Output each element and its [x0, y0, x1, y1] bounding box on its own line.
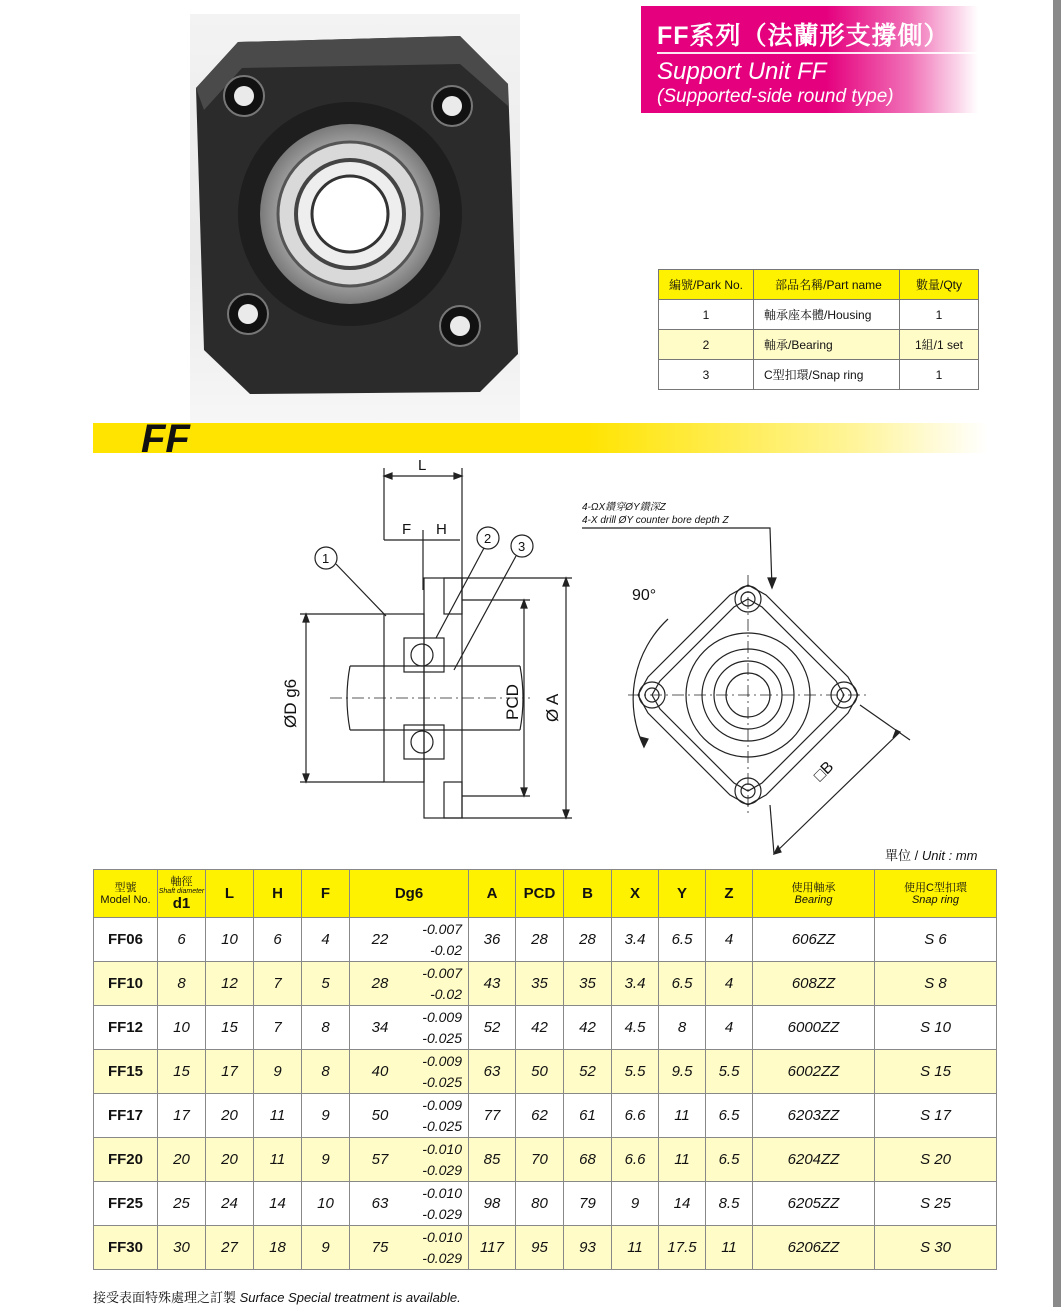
dg6-nominal: 28: [371, 975, 389, 992]
dim-F: F: [402, 521, 412, 538]
cell-y: 6.5: [659, 918, 706, 962]
cell-z: 11: [706, 1226, 753, 1270]
spec-header-row: [94, 870, 997, 918]
dg6-tol-lower: -0.029: [422, 1205, 462, 1222]
cell-b: 52: [564, 1050, 612, 1094]
spec-table: [93, 869, 997, 1270]
cell-d1: 10: [158, 1006, 206, 1050]
parts-header-no: 編號/Park No.: [659, 270, 754, 300]
dg6-tol-upper: -0.009: [422, 1096, 462, 1113]
cell-model: FF20: [94, 1138, 158, 1182]
header-A: A: [469, 870, 516, 918]
cell-pcd: 35: [516, 962, 564, 1006]
cell-l: 10: [206, 918, 254, 962]
spec-row: [94, 1006, 997, 1050]
cell-bearing: 608ZZ: [753, 962, 875, 1006]
cell-b: 79: [564, 1182, 612, 1226]
cell-d1: 30: [158, 1226, 206, 1270]
dim-PCD: PCD: [503, 684, 522, 720]
cell-bearing: 6203ZZ: [753, 1094, 875, 1138]
dg6-tol-upper: -0.009: [422, 1008, 462, 1025]
dg6-nominal: 63: [371, 1195, 389, 1212]
callout-2: 2: [484, 531, 492, 546]
part-no: 2: [659, 330, 754, 360]
dg6-tol-lower: -0.025: [422, 1117, 462, 1134]
dg6-nominal: 40: [371, 1063, 389, 1080]
spec-row: [94, 1226, 997, 1270]
header-bearing-zh: 使用軸承: [791, 881, 836, 894]
cell-z: 8.5: [706, 1182, 753, 1226]
cell-b: 42: [564, 1006, 612, 1050]
cell-snap: S 30: [875, 1226, 997, 1270]
dg6-tol-lower: -0.02: [430, 941, 462, 958]
spec-row: [94, 1094, 997, 1138]
cell-model: FF25: [94, 1182, 158, 1226]
cell-h: 9: [254, 1050, 302, 1094]
dg6-tol-lower: -0.02: [430, 985, 462, 1002]
cell-y: 14: [659, 1182, 706, 1226]
cell-x: 9: [612, 1182, 659, 1226]
parts-row: [659, 300, 979, 330]
banner-rule: [657, 52, 978, 54]
cell-h: 14: [254, 1182, 302, 1226]
cell-a: 36: [469, 918, 516, 962]
cell-f: 4: [302, 918, 350, 962]
cell-b: 35: [564, 962, 612, 1006]
cell-pcd: 62: [516, 1094, 564, 1138]
cell-f: 8: [302, 1050, 350, 1094]
header-shaft-zh: 軸徑: [170, 875, 193, 888]
cell-d1: 20: [158, 1138, 206, 1182]
spec-row: [94, 962, 997, 1006]
cell-model: FF15: [94, 1050, 158, 1094]
spec-row: [94, 918, 997, 962]
cell-b: 61: [564, 1094, 612, 1138]
cell-b: 68: [564, 1138, 612, 1182]
header-snap-en: Snap ring: [911, 893, 960, 906]
cell-h: 7: [254, 962, 302, 1006]
cell-model: FF10: [94, 962, 158, 1006]
cell-a: 77: [469, 1094, 516, 1138]
footnote-zh: 接受表面特殊處理之訂製: [93, 1290, 237, 1305]
header-Z: Z: [706, 870, 753, 918]
cell-h: 6: [254, 918, 302, 962]
dim-B: □B: [810, 758, 838, 785]
part-name: 軸承/Bearing: [754, 330, 900, 360]
cell-bearing: 6002ZZ: [753, 1050, 875, 1094]
header-B: B: [564, 870, 612, 918]
dg6-tol-lower: -0.029: [422, 1161, 462, 1178]
header-bearing: [753, 870, 875, 918]
cell-a: 52: [469, 1006, 516, 1050]
cell-model: FF06: [94, 918, 158, 962]
cell-bearing: 6206ZZ: [753, 1226, 875, 1270]
cell-model: FF30: [94, 1226, 158, 1270]
parts-row: [659, 360, 979, 390]
cell-x: 3.4: [612, 962, 659, 1006]
section-bar: [93, 417, 988, 461]
cell-model: FF17: [94, 1094, 158, 1138]
dg6-tol-lower: -0.025: [422, 1029, 462, 1046]
cell-h: 11: [254, 1138, 302, 1182]
cell-z: 5.5: [706, 1050, 753, 1094]
header-shaft: [158, 870, 206, 918]
header-shaft-en: Shaft diameter: [158, 887, 205, 895]
part-no: 3: [659, 360, 754, 390]
cell-f: 9: [302, 1226, 350, 1270]
cell-dg6: [350, 1094, 469, 1138]
title-banner: [641, 6, 978, 113]
header-model-zh: 型號: [114, 881, 137, 894]
cell-z: 6.5: [706, 1138, 753, 1182]
cell-a: 98: [469, 1182, 516, 1226]
cell-x: 5.5: [612, 1050, 659, 1094]
header-snap: [875, 870, 997, 918]
cell-y: 11: [659, 1094, 706, 1138]
cell-bearing: 606ZZ: [753, 918, 875, 962]
angle-label: 90°: [632, 587, 657, 604]
dg6-tol-upper: -0.009: [422, 1052, 462, 1069]
cell-pcd: 42: [516, 1006, 564, 1050]
dim-H: H: [436, 521, 447, 538]
spec-row: [94, 1138, 997, 1182]
dg6-tol-upper: -0.007: [422, 964, 462, 981]
cell-dg6: [350, 918, 469, 962]
subtitle-en: (Supported-side round type): [657, 86, 894, 107]
cell-y: 9.5: [659, 1050, 706, 1094]
dim-A: Ø A: [543, 693, 562, 722]
callout-3: 3: [518, 539, 526, 554]
cell-snap: S 20: [875, 1138, 997, 1182]
drill-note-en: 4-X drill ØY counter bore depth Z: [582, 515, 729, 526]
dg6-tol-lower: -0.025: [422, 1073, 462, 1090]
part-qty: 1組/1 set: [900, 330, 979, 360]
cell-l: 20: [206, 1138, 254, 1182]
cell-l: 20: [206, 1094, 254, 1138]
cell-d1: 8: [158, 962, 206, 1006]
part-qty: 1: [900, 360, 979, 390]
cell-l: 17: [206, 1050, 254, 1094]
cell-a: 63: [469, 1050, 516, 1094]
parts-header-row: [659, 270, 979, 300]
dg6-nominal: 50: [371, 1107, 389, 1124]
title-en: Support Unit FF: [657, 58, 827, 85]
cell-z: 4: [706, 962, 753, 1006]
cell-x: 6.6: [612, 1094, 659, 1138]
cell-l: 24: [206, 1182, 254, 1226]
cell-dg6: [350, 962, 469, 1006]
part-name: 軸承座本體/Housing: [754, 300, 900, 330]
cell-pcd: 80: [516, 1182, 564, 1226]
cell-b: 28: [564, 918, 612, 962]
cell-snap: S 8: [875, 962, 997, 1006]
cell-d1: 15: [158, 1050, 206, 1094]
footnote-en: Surface Special treatment is available.: [239, 1290, 461, 1305]
cell-dg6: [350, 1138, 469, 1182]
cell-y: 17.5: [659, 1226, 706, 1270]
dg6-nominal: 22: [371, 931, 389, 948]
cell-x: 4.5: [612, 1006, 659, 1050]
cell-x: 6.6: [612, 1138, 659, 1182]
header-shaft-sym: d1: [172, 894, 191, 912]
spec-row: [94, 1182, 997, 1226]
technical-drawing: [260, 450, 920, 865]
header-model: [94, 870, 158, 918]
cell-snap: S 25: [875, 1182, 997, 1226]
cell-z: 4: [706, 1006, 753, 1050]
cell-f: 5: [302, 962, 350, 1006]
drill-note-zh: 4-ΩX鑽穿ØY鑽深Z: [582, 502, 666, 513]
header-snap-zh: 使用C型扣環: [904, 881, 967, 894]
dg6-tol-lower: -0.029: [422, 1249, 462, 1266]
cell-bearing: 6204ZZ: [753, 1138, 875, 1182]
dg6-tol-upper: -0.007: [422, 920, 462, 937]
section-title: FF: [141, 417, 190, 461]
cell-pcd: 28: [516, 918, 564, 962]
page-edge: [1053, 0, 1061, 1307]
cell-snap: S 10: [875, 1006, 997, 1050]
cell-dg6: [350, 1226, 469, 1270]
cell-pcd: 95: [516, 1226, 564, 1270]
cell-b: 93: [564, 1226, 612, 1270]
cell-a: 43: [469, 962, 516, 1006]
dg6-tol-upper: -0.010: [422, 1228, 462, 1245]
dg6-tol-upper: -0.010: [422, 1184, 462, 1201]
cell-snap: S 6: [875, 918, 997, 962]
cell-l: 15: [206, 1006, 254, 1050]
header-bearing-en: Bearing: [794, 893, 833, 906]
cell-h: 11: [254, 1094, 302, 1138]
cell-f: 9: [302, 1138, 350, 1182]
cell-l: 27: [206, 1226, 254, 1270]
header-L: L: [206, 870, 254, 918]
cell-h: 7: [254, 1006, 302, 1050]
cell-f: 10: [302, 1182, 350, 1226]
parts-row: [659, 330, 979, 360]
dim-L: L: [418, 457, 427, 474]
dg6-nominal: 75: [371, 1239, 389, 1256]
cell-l: 12: [206, 962, 254, 1006]
cell-dg6: [350, 1006, 469, 1050]
dg6-nominal: 57: [371, 1151, 389, 1168]
cell-bearing: 6000ZZ: [753, 1006, 875, 1050]
part-name: C型扣環/Snap ring: [754, 360, 900, 390]
header-Y: Y: [659, 870, 706, 918]
part-no: 1: [659, 300, 754, 330]
parts-header-name: 部品名稱/Part name: [754, 270, 900, 300]
unit-label: [885, 845, 977, 864]
cell-y: 11: [659, 1138, 706, 1182]
header-model-en: Model No.: [100, 893, 151, 906]
unit-en: Unit : mm: [921, 848, 978, 863]
parts-header-qty: 數量/Qty: [900, 270, 979, 300]
callout-1: 1: [322, 551, 330, 566]
header-H: H: [254, 870, 302, 918]
cell-snap: S 17: [875, 1094, 997, 1138]
spec-row: [94, 1050, 997, 1094]
cell-y: 6.5: [659, 962, 706, 1006]
header-F: F: [302, 870, 350, 918]
cell-dg6: [350, 1182, 469, 1226]
header-X: X: [612, 870, 659, 918]
header-Dg6: Dg6: [350, 870, 469, 918]
dim-D-g6: ØD g6: [281, 678, 300, 728]
cell-a: 117: [469, 1226, 516, 1270]
cell-snap: S 15: [875, 1050, 997, 1094]
header-PCD: PCD: [516, 870, 564, 918]
cell-bearing: 6205ZZ: [753, 1182, 875, 1226]
cell-x: 3.4: [612, 918, 659, 962]
unit-zh: 單位 /: [885, 848, 919, 863]
cell-d1: 25: [158, 1182, 206, 1226]
dg6-nominal: 34: [371, 1019, 389, 1036]
cell-f: 9: [302, 1094, 350, 1138]
cell-y: 8: [659, 1006, 706, 1050]
part-qty: 1: [900, 300, 979, 330]
cell-z: 4: [706, 918, 753, 962]
cell-h: 18: [254, 1226, 302, 1270]
cell-pcd: 50: [516, 1050, 564, 1094]
cell-z: 6.5: [706, 1094, 753, 1138]
cell-x: 11: [612, 1226, 659, 1270]
dg6-tol-upper: -0.010: [422, 1140, 462, 1157]
product-photo: [190, 14, 520, 424]
cell-pcd: 70: [516, 1138, 564, 1182]
cell-d1: 6: [158, 918, 206, 962]
footnote: [93, 1287, 461, 1306]
cell-f: 8: [302, 1006, 350, 1050]
cell-a: 85: [469, 1138, 516, 1182]
cell-dg6: [350, 1050, 469, 1094]
cell-d1: 17: [158, 1094, 206, 1138]
cell-model: FF12: [94, 1006, 158, 1050]
parts-table: [658, 269, 979, 390]
title-zh: FF系列（法蘭形支撐側）: [657, 22, 950, 50]
